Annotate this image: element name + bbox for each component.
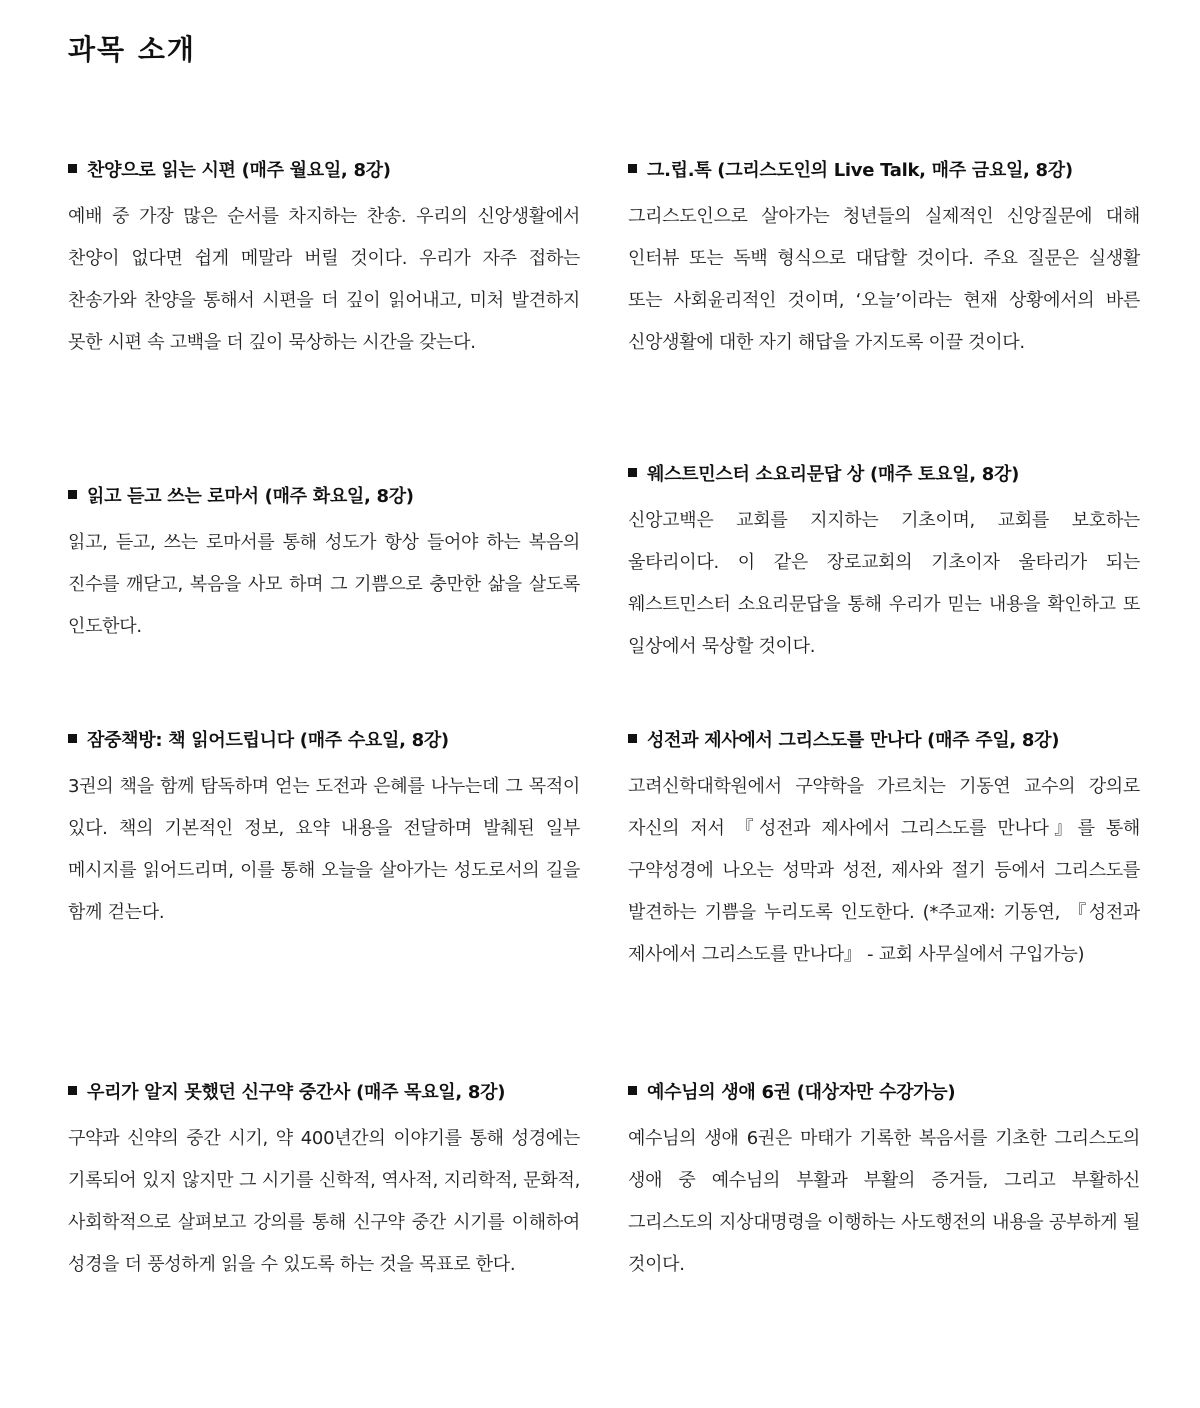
square-bullet-icon [68,1086,77,1095]
course-romans [68,484,580,648]
course-life-of-jesus [628,1080,1140,1286]
course-book-reading [68,728,580,934]
square-bullet-icon [68,734,77,743]
course-description: 읽고, 듣고, 쓰는 로마서를 통해 성도가 항상 들어야 하는 복음의 진수를 깨닫고, 복음을 사모 하며 그 기쁨으로 충만한 삶을 살도록 인도한다. [68,532,580,637]
course-title [628,158,1140,184]
course-westminster-catechism [628,462,1140,668]
square-bullet-icon [628,164,637,173]
course-title [68,728,580,754]
course-description: 3권의 책을 함께 탐독하며 얻는 도전과 은혜를 나누는데 그 목적이 있다. 책의 기본적인 정보, 요약 내용을 전달하며 발췌된 일부 메시지를 읽어드리며, 이를 통해 오늘을 살아가는 성도로서의 길을 함께 걷는다. [68,776,580,923]
course-title [68,1080,580,1106]
course-title [68,158,580,184]
course-title-text: 성전과 제사에서 그리스도를 만나다 (매주 주일, 8강) [647,730,1060,751]
square-bullet-icon [628,1086,637,1095]
course-description: 고려신학대학원에서 구약학을 가르치는 기동연 교수의 강의로 자신의 저서 『성전과 제사에서 그리스도를 만나다』를 통해 구약성경에 나오는 성막과 성전, 제사와 절기 등에서 그리스도를 발견하는 기쁨을 누리도록 인도한다. (*주교재: 기동연, 『성전과 제사에서 그리스도를 만나다』 - 교회 사무실에서 구입가능) [628,776,1140,965]
course-live-talk [628,158,1140,364]
course-title-text: 잠중책방: 책 읽어드립니다 (매주 수요일, 8강) [87,730,449,751]
course-intertestamental [68,1080,580,1286]
course-temple-sacrifice [628,728,1140,976]
course-title-text: 웨스트민스터 소요리문답 상 (매주 토요일, 8강) [647,464,1020,485]
course-title-text: 예수님의 생애 6권 (대상자만 수강가능) [647,1082,956,1103]
course-title [628,1080,1140,1106]
square-bullet-icon [628,734,637,743]
course-title [628,462,1140,488]
square-bullet-icon [628,468,637,477]
square-bullet-icon [68,490,77,499]
course-title-text: 그.립.톡 (그리스도인의 Live Talk, 매주 금요일, 8강) [647,160,1073,181]
square-bullet-icon [68,164,77,173]
course-title-text: 우리가 알지 못했던 신구약 중간사 (매주 목요일, 8강) [87,1082,506,1103]
page-title: 과목 소개 [68,33,196,66]
course-title [628,728,1140,754]
course-title-text: 찬양으로 읽는 시편 (매주 월요일, 8강) [87,160,391,181]
course-description: 예배 중 가장 많은 순서를 차지하는 찬송. 우리의 신앙생활에서 찬양이 없다면 쉽게 메말라 버릴 것이다. 우리가 자주 접하는 찬송가와 찬양을 통해서 시편을 더 깊이 읽어내고, 미처 발견하지 못한 시편 속 고백을 더 깊이 묵상하는 시간을 갖는다. [68,206,580,353]
course-description: 그리스도인으로 살아가는 청년들의 실제적인 신앙질문에 대해 인터뷰 또는 독백 형식으로 대답할 것이다. 주요 질문은 실생활 또는 사회윤리적인 것이며, ‘오늘’이라는 현재 상황에서의 바른 신앙생활에 대한 자기 해답을 가지도록 이끌 것이다. [628,206,1140,353]
course-hymn-psalms [68,158,580,364]
course-description: 신앙고백은 교회를 지지하는 기초이며, 교회를 보호하는 울타리이다. 이 같은 장로교회의 기초이자 울타리가 되는 웨스트민스터 소요리문답을 통해 우리가 믿는 내용을 확인하고 또 일상에서 묵상할 것이다. [628,510,1140,657]
course-title-text: 읽고 듣고 쓰는 로마서 (매주 화요일, 8강) [87,486,414,507]
course-title [68,484,580,510]
course-description: 구약과 신약의 중간 시기, 약 400년간의 이야기를 통해 성경에는 기록되어 있지 않지만 그 시기를 신학적, 역사적, 지리학적, 문화적, 사회학적으로 살펴보고 강의를 통해 신구약 중간 시기를 이해하여 성경을 더 풍성하게 읽을 수 있도록 하는 것을 목표로 한다. [68,1128,580,1275]
course-description: 예수님의 생애 6권은 마태가 기록한 복음서를 기초한 그리스도의 생애 중 예수님의 부활과 부활의 증거들, 그리고 부활하신 그리스도의 지상대명령을 이행하는 사도행전의 내용을 공부하게 될 것이다. [628,1128,1140,1275]
